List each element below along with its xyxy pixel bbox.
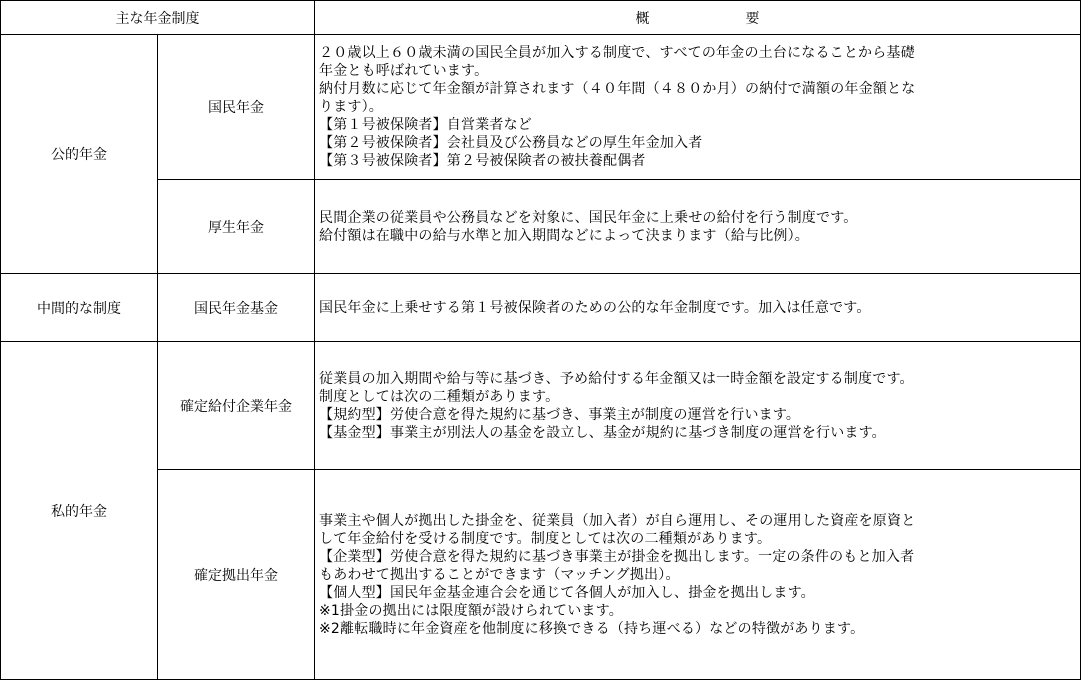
description-line: 【企業型】労使合意を得た規約に基づき事業主が掛金を拠出します。一定の条件のもと加入者: [319, 548, 915, 565]
table-row: [1, 180, 1081, 274]
category-private: 私的年金: [1, 342, 158, 680]
system-description: [315, 342, 1081, 470]
description-line: ※2離転職時に年金資産を他制度に移換できる（持ち運べる）などの特徴があります。: [319, 620, 865, 637]
description-line: 【規約型】労使合意を得た規約に基づき、事業主が制度の運営を行います。: [319, 406, 801, 423]
description-line: 【第１号被保険者】自営業者など: [319, 117, 532, 133]
system-name: 確定拠出年金: [158, 470, 315, 680]
description-line: して年金給付を受ける制度です。制度としては次の二種類があります。: [319, 530, 772, 547]
header-summary-char-1: 概: [635, 10, 650, 27]
description-line: 給付額は在職中の給与水準と加入期間などによって決まります（給与比例）。: [319, 227, 809, 244]
table-row: [1, 35, 1081, 180]
header-system: 主な年金制度: [1, 1, 315, 35]
system-description: [315, 470, 1081, 680]
description-line: ります）。: [319, 99, 383, 115]
table-row: [1, 470, 1081, 680]
system-description: [315, 274, 1081, 342]
system-description: [315, 180, 1081, 274]
description-line: 制度としては次の二種類があります。: [319, 388, 560, 405]
category-public: 公的年金: [1, 35, 158, 274]
description-line: 従業員の加入期間や給与等に基づき、予め給付する年金額又は一時金額を設定する制度です。: [319, 370, 914, 387]
system-name: 厚生年金: [158, 180, 315, 274]
description-line: ※1掛金の拠出には限度額が設けられています。: [319, 602, 623, 619]
description-line: 【第２号被保険者】会社員及び公務員などの厚生年金加入者: [319, 135, 703, 151]
description-line: ２０歳以上６０歳未満の国民全員が加入する制度で、すべての年金の土台になることから基礎: [319, 45, 915, 61]
header-row: [1, 1, 1081, 35]
description-line: 民間企業の従業員や公務員などを対象に、国民年金に上乗せの給付を行う制度です。: [319, 209, 858, 226]
description-line: 国民年金に上乗せする第１号被保険者のための公的な年金制度です。加入は任意です。: [319, 299, 871, 316]
system-description: [315, 35, 1081, 180]
description-line: もあわせて拠出することができます（マッチング拠出）。: [319, 566, 680, 583]
header-summary: [315, 1, 1081, 35]
description-line: 納付月数に応じて年金額が計算されます（４０年間（４８０か月）の納付で満額の年金額とな: [319, 81, 916, 97]
system-name: 確定給付企業年金: [158, 342, 315, 470]
category-middle: 中間的な制度: [1, 274, 158, 342]
system-name: 国民年金: [158, 35, 315, 180]
table-row: [1, 274, 1081, 342]
table-row: [1, 342, 1081, 470]
description-line: 【基金型】事業主が別法人の基金を設立し、基金が規約に基づき制度の運営を行います。: [319, 424, 886, 441]
description-line: 事業主や個人が拠出した掛金を、従業員（加入者）が自ら運用し、その運用した資産を原資と: [319, 512, 916, 529]
description-line: 【個人型】国民年金基金連合会を通じて各個人が加入し、掛金を拠出します。: [319, 584, 815, 601]
description-line: 年金とも呼ばれています。: [319, 63, 489, 79]
description-line: 【第３号被保険者】第２号被保険者の被扶養配偶者: [319, 153, 646, 169]
header-summary-char-2: 要: [745, 10, 760, 27]
system-name: 国民年金基金: [158, 274, 315, 342]
